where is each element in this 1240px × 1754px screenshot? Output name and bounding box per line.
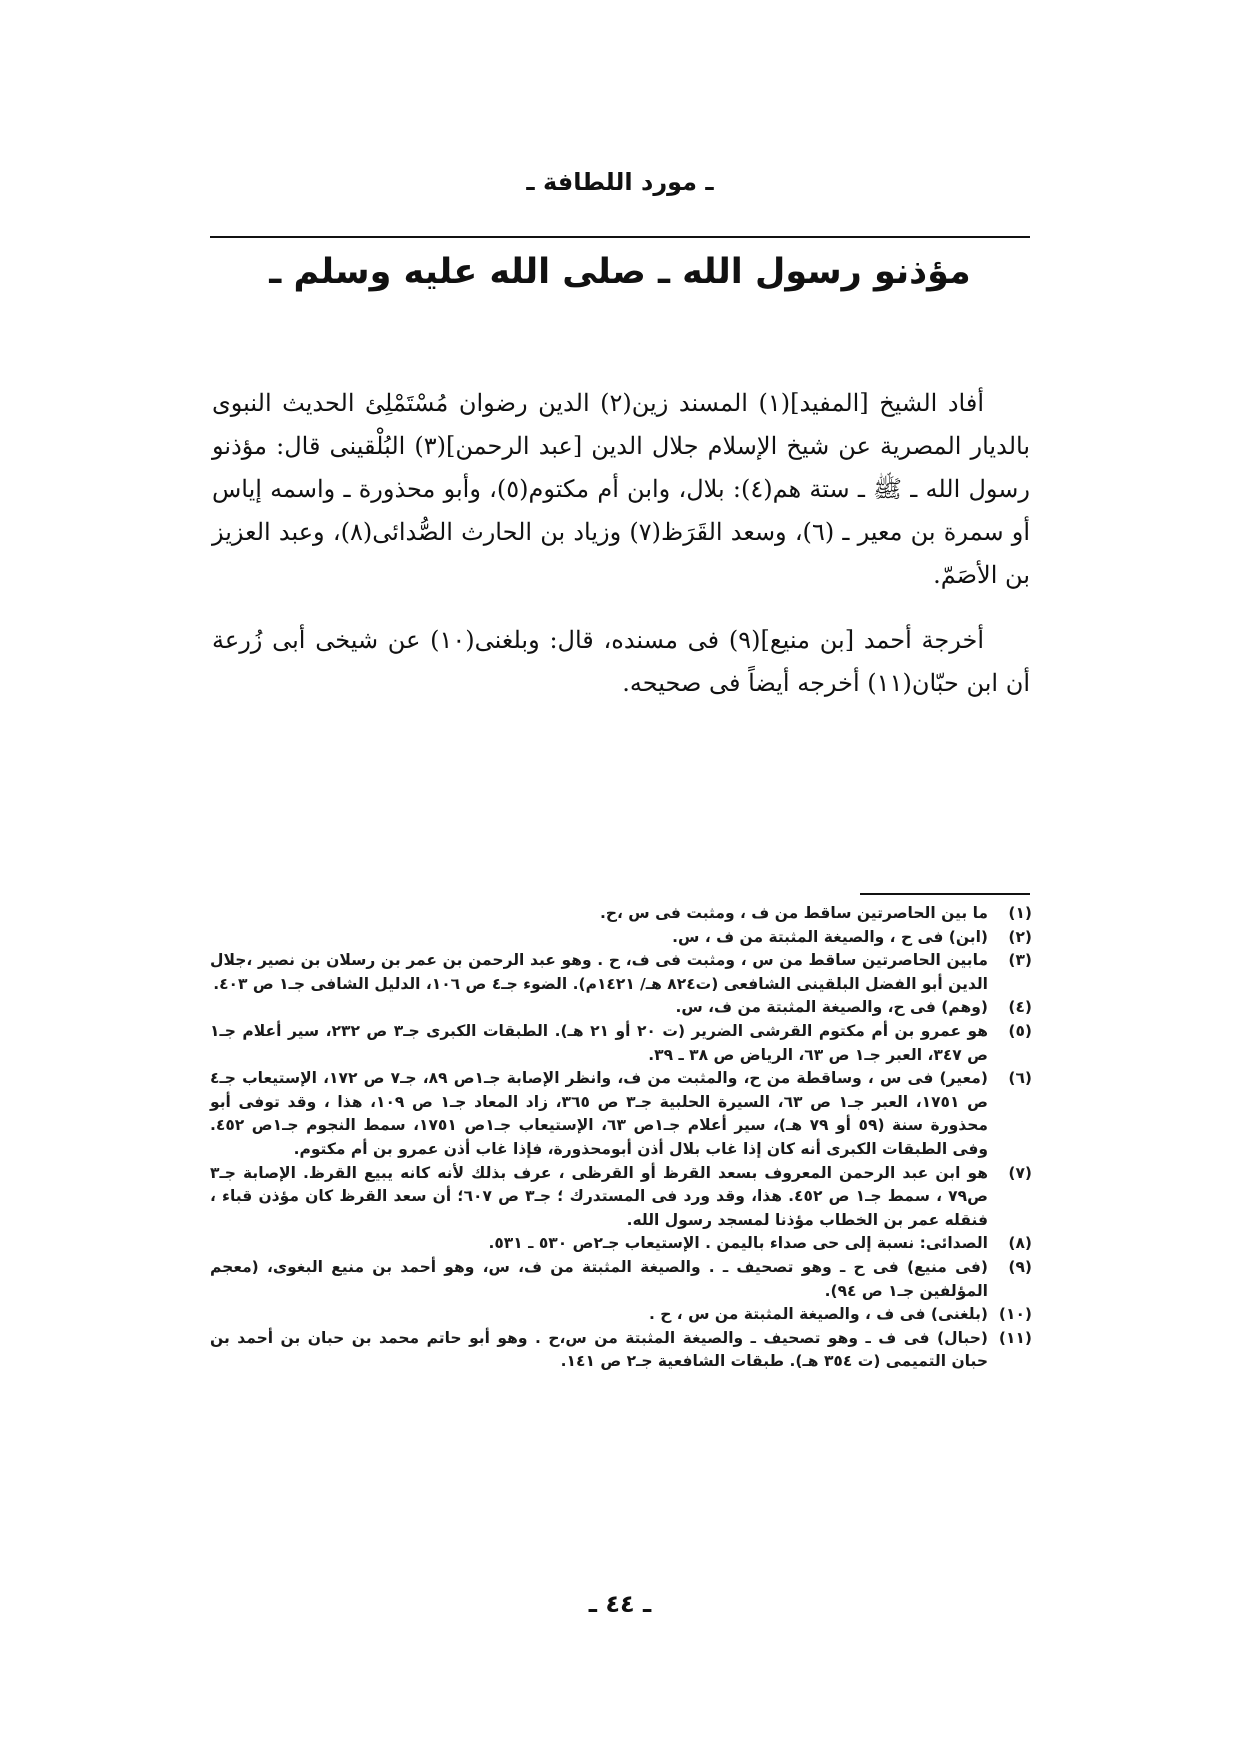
footnote-text: مابين الحاصرتين ساقط من س ، ومثبت فى ف، ح . وهو عبد الرحمن بن عمر بن رسلان بن نصير ،جلال الدين أبو الفضل البلقينى الشافعى (ت٨٢٤ هـ/ ١٤٢١م). الضوء جـ٤ ص ١٠٦، الدليل الشافى جـ١ ص ٤٠٣. xyxy=(210,951,988,993)
footnote-text: هو عمرو بن أم مكتوم القرشى الضرير (ت ٢٠ أو ٢١ هـ). الطبقات الكبرى جـ٣ ص ٢٣٢، سير أعلام جـ١ ص ٣٤٧، العبر جـ١ ص ٦٣، الرياض ص ٣٨ ـ ٣٩. xyxy=(210,1021,988,1064)
footnote-number: (١٠) xyxy=(998,1305,1032,1324)
page-title: مؤذنو رسول الله ـ صلى الله عليه وسلم ـ xyxy=(269,252,971,292)
footnote-text: (وهم) فى ح، والصيغة المثبتة من ف، س. xyxy=(675,998,988,1017)
footnote-text: (معير) فى س ، وساقطة من ح، والمثبت من ف، وانظر الإصابة جـ١ص ٨٩، جـ٧ ص ١٧٢، الإستيعاب جـ٤ ص ١٧٥١، العبر جـ١ ص ٦٣، السيرة الحلبية جـ٣ ص ٣٦٥، زاد المعاد جـ١ ص ١٠٩، هذا ، وقد توفى أبو محذورة سنة (٥٩ أو ٧٩ هـ)، سير أعلام جـ١ص ٦٣، الإستيعاب جـ١ص ١٧٥١، سمط النجوم جـ١ص ٤٥٢. وفى الطبقات الكبرى أنه كان إذا غاب بلال أذن أبومحذورة، فإذا غاب أذن عمرو بن أم مكتوم. xyxy=(210,1069,988,1158)
main-text xyxy=(212,382,1030,705)
footnote xyxy=(210,1162,1032,1233)
footnote xyxy=(210,1067,1032,1161)
footnote-number: (٢) xyxy=(1008,927,1032,946)
footnote-number: (٦) xyxy=(1008,1069,1032,1088)
footnote-number: (١١) xyxy=(998,1328,1032,1347)
footnote-number: (٧) xyxy=(1008,1163,1032,1182)
footnote-number: (٩) xyxy=(1008,1257,1032,1276)
footnote-text: (بلغنى) فى ف ، والصيغة المثبتة من س ، ح . xyxy=(648,1305,988,1324)
footnote-number: (١) xyxy=(1008,904,1032,922)
footnote-number: (٥) xyxy=(1008,1021,1032,1040)
running-header: ـ مورد اللطافة ـ xyxy=(526,168,714,196)
footnote-number: (٨) xyxy=(1008,1234,1032,1253)
footnote xyxy=(210,1327,1032,1374)
footnote xyxy=(210,1256,1032,1303)
footnote-divider xyxy=(860,893,1030,895)
body-paragraph: أفاد الشيخ [المفيد](١) المسند زين(٢) الدين رضوان مُسْتَمْلِئ الحديث النبوى بالديار المصرية عن شيخ الإسلام جلال الدين [عبد الرحمن](٣) البُلْقينى قال: مؤذنو رسول الله ـ ﷺ ـ ستة هم(٤): بلال، وابن أم مكتوم(٥)، وأبو محذورة ـ واسمه إياس أو سمرة بن معير ـ (٦)، وسعد القَرَظ(٧) وزياد بن الحارث الصُّدائى(٨)، وعبد العزيز بن الأصَمّ. xyxy=(212,389,1031,589)
footnote-text: (فى منيع) فى ح ـ وهو تصحيف ـ . والصيغة المثبتة من ف، س، وهو أحمد بن منيع البغوى، (معجم المؤلفين جـ١ ص ٩٤). xyxy=(210,1257,988,1300)
footnote-text: (ابن) فى ح ، والصيغة المثبتة من ف ، س. xyxy=(672,927,988,946)
footnote xyxy=(210,1303,1032,1327)
footnote xyxy=(210,1232,1032,1256)
footnote-text: ما بين الحاصرتين ساقط من ف ، ومثبت فى س ،ح. xyxy=(599,904,988,922)
footnote xyxy=(210,902,1032,926)
footnote xyxy=(210,949,1032,996)
body-paragraph: أخرجة أحمد [بن منيع](٩) فى مسنده، قال: وبلغنى(١٠) عن شيخى أبى زُرعة أن ابن حبّان(١١) أخرجه أيضاً فى صحيحه. xyxy=(212,626,1030,697)
footnotes xyxy=(210,902,1032,1374)
page-number: ـ ٤٤ ـ xyxy=(588,1590,652,1618)
footnote-text: الصدائى: نسبة إلى حى صداء باليمن . الإستيعاب جـ٢ص ٥٣٠ ـ ٥٣١. xyxy=(488,1234,988,1253)
footnote xyxy=(210,1020,1032,1067)
footnote xyxy=(210,996,1032,1020)
header-divider xyxy=(210,236,1030,238)
footnote-text: هو ابن عبد الرحمن المعروف بسعد القرظ أو القرظى ، عرف بذلك لأنه كانه يبيع القرظ. الإصابة جـ٣ ص٧٩ ، سمط جـ١ ص ٤٥٢. هذا، وقد ورد فى المستدرك ؛ جـ٣ ص ٦٠٧؛ أن سعد القرظ كان مؤذن قباء ، فنقله عمر بن الخطاب مؤذنا لمسجد رسول الله. xyxy=(210,1163,988,1229)
footnote-number: (٣) xyxy=(1008,951,1032,970)
footnote xyxy=(210,926,1032,950)
footnote-number: (٤) xyxy=(1008,998,1032,1017)
footnote-text: (حبال) فى ف ـ وهو تصحيف ـ والصيغة المثبتة من س،ح . وهو أبو حاتم محمد بن حبان بن أحمد بن حبان التميمى (ت ٣٥٤ هـ). طبقات الشافعية جـ٢ ص ١٤١. xyxy=(210,1328,988,1371)
